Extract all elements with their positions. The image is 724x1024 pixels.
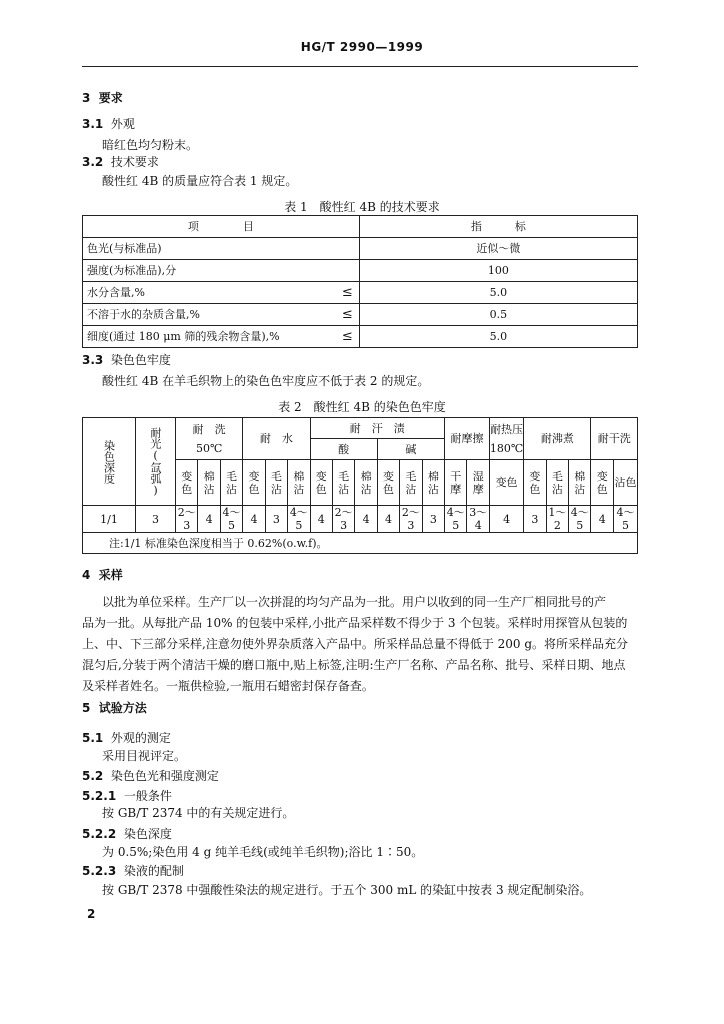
table-header-row — [83, 418, 638, 439]
section-3-3-text: 酸性红 4B 在羊毛织物上的染色色牢度应不低于表 2 的规定。 — [102, 374, 430, 388]
section-title: 染色深度 — [123, 827, 172, 841]
row-symbol: ≤ — [329, 304, 359, 326]
row-value: 近似～微 — [359, 238, 637, 260]
cell: 4 — [591, 506, 613, 533]
row-item: 强度(为标准品),分 — [83, 260, 329, 282]
section-number: 4 — [82, 568, 91, 582]
section-5-2-heading — [82, 769, 219, 783]
section-5-2-3-heading — [82, 864, 184, 878]
sub-header: 干摩 — [445, 460, 467, 506]
section-title: 染色色牢度 — [110, 353, 171, 367]
section-number: 3.1 — [82, 117, 104, 131]
sub-header: 变色 — [176, 460, 198, 506]
cell: 3 — [524, 506, 546, 533]
section-3-1-heading — [82, 117, 135, 131]
page-header: HG/T 2990—1999 — [300, 40, 424, 54]
table-row — [83, 304, 638, 326]
row-item: 色光(与标准品) — [83, 238, 329, 260]
section-title: 技术要求 — [110, 155, 159, 169]
section-number: 5.1 — [82, 731, 104, 745]
section-number: 5.2.2 — [82, 827, 117, 841]
section-4-line: 上、中、下三部分采样,注意勿使外界杂质落入产品中。所采样品总量不得低于 200 g。将所采样品充分 — [82, 637, 629, 651]
sub-header: 毛沾 — [265, 460, 287, 506]
cell: 4 — [377, 506, 399, 533]
table-1 — [82, 215, 638, 348]
section-5-heading — [82, 701, 147, 715]
cell: 4 — [310, 506, 332, 533]
column-header-rub: 耐摩擦 — [445, 418, 490, 460]
section-number: 3.3 — [82, 353, 104, 367]
table-row — [83, 506, 638, 533]
row-value: 5.0 — [359, 326, 637, 348]
column-header-depth — [83, 418, 136, 506]
section-number: 3.2 — [82, 155, 104, 169]
section-title: 染色色光和强度测定 — [110, 769, 219, 783]
column-header-heat — [489, 418, 523, 460]
sub-header: 湿摩 — [467, 460, 489, 506]
cell: 4～5 — [220, 506, 242, 533]
section-4-heading — [82, 568, 123, 582]
sub-header: 毛沾 — [332, 460, 354, 506]
cell: 1～2 — [546, 506, 568, 533]
row-symbol: ≤ — [329, 282, 359, 304]
row-value: 0.5 — [359, 304, 637, 326]
section-5-2-1-heading — [82, 789, 172, 803]
section-number: 5.2 — [82, 769, 104, 783]
sub-header: 棉沾 — [422, 460, 444, 506]
section-4-line: 品为一批。从每批产品 10% 的包装中采样,小批产品采样数不得少于 3 个包装。采样时用探管从包装的 — [82, 616, 628, 630]
row-symbol — [329, 260, 359, 282]
section-3-2-text: 酸性红 4B 的质量应符合表 1 规定。 — [102, 174, 298, 188]
row-item: 不溶于水的杂质含量,% — [83, 304, 329, 326]
sub-header: 棉沾 — [288, 460, 310, 506]
table-row — [83, 282, 638, 304]
section-3-2-heading — [82, 155, 159, 169]
wash-temp: 50℃ — [195, 441, 223, 455]
sub-header: 棉沾 — [355, 460, 377, 506]
sub-header: 变色 — [524, 460, 546, 506]
table-note-row — [83, 533, 638, 554]
table-row — [83, 260, 638, 282]
sub-header: 变色 — [310, 460, 332, 506]
section-5-1-text: 采用目视评定。 — [102, 749, 187, 763]
section-5-1-heading — [82, 731, 171, 745]
cell: 4～5 — [288, 506, 310, 533]
cell: 3 — [265, 506, 287, 533]
section-title: 试验方法 — [98, 701, 147, 715]
cell: 2～3 — [332, 506, 354, 533]
sub-header: 毛沾 — [400, 460, 422, 506]
table-row — [83, 326, 638, 348]
cell: 4 — [355, 506, 377, 533]
cell: 4 — [198, 506, 220, 533]
page-number: 2 — [87, 907, 96, 921]
section-5-2-2-heading — [82, 827, 172, 841]
cell: 2～3 — [176, 506, 198, 533]
table-2-caption: 表 2 酸性红 4B 的染色色牢度 — [278, 400, 446, 414]
cell: 3～4 — [467, 506, 489, 533]
cell: 4 — [243, 506, 265, 533]
table-note: 注:1/1 标准染色深度相当于 0.62%(o.w.f)。 — [83, 533, 638, 554]
column-header-dry: 耐干洗 — [591, 418, 638, 460]
row-value: 5.0 — [359, 282, 637, 304]
wash-label: 耐 洗 — [192, 422, 226, 436]
sub-header: 棉沾 — [198, 460, 220, 506]
column-header-wash — [176, 418, 243, 460]
sub-header: 棉沾 — [569, 460, 591, 506]
section-title: 一般条件 — [123, 789, 172, 803]
sub-header: 变色 — [489, 460, 523, 506]
cell: 4～5 — [613, 506, 637, 533]
column-header-light — [136, 418, 176, 506]
column-header-sweat: 耐 汗 渍 — [310, 418, 445, 439]
section-number: 5.2.1 — [82, 789, 117, 803]
row-item: 水分含量,% — [83, 282, 329, 304]
section-number: 5 — [82, 701, 91, 715]
column-header-water: 耐 水 — [243, 418, 310, 460]
sub-header: 沾色 — [613, 460, 637, 506]
section-title: 外观的测定 — [110, 731, 171, 745]
section-3-1-text: 暗红色均匀粉末。 — [102, 138, 199, 152]
cell: 4～5 — [569, 506, 591, 533]
table-header-row — [83, 216, 638, 238]
row-item: 细度(通过 180 μm 筛的残余物含量),% — [83, 326, 329, 348]
sub-header: 毛沾 — [220, 460, 242, 506]
sub-header: 变色 — [377, 460, 399, 506]
section-title: 外观 — [110, 117, 135, 131]
cell: 4～5 — [445, 506, 467, 533]
heat-label: 耐热压 — [490, 422, 524, 436]
row-symbol — [329, 238, 359, 260]
cell: 3 — [422, 506, 444, 533]
section-number: 5.2.3 — [82, 864, 117, 878]
section-4-line: 混匀后,分装于两个清洁干燥的磨口瓶中,贴上标签,注明:生产厂名称、产品名称、批号、采样日期、地点 — [82, 658, 626, 672]
section-5-2-1-text: 按 GB/T 2374 中的有关规定进行。 — [102, 806, 295, 820]
table-2 — [82, 417, 638, 554]
section-3-3-heading — [82, 353, 171, 367]
section-4-line: 及采样者姓名。一瓶供检验,一瓶用石蜡密封保存备查。 — [82, 679, 374, 693]
section-4-line: 以批为单位采样。生产厂以一次拼混的均匀产品为一批。用户以收到的同一生产厂相同批号的产 — [102, 595, 607, 609]
sub-header: 毛沾 — [546, 460, 568, 506]
cell: 1/1 — [83, 506, 136, 533]
column-header-light-label: 耐光(氙弧) — [149, 426, 162, 497]
table-row — [83, 238, 638, 260]
table-1-caption: 表 1 酸性红 4B 的技术要求 — [284, 200, 440, 214]
column-header-depth-label: 染色深度 — [102, 439, 116, 484]
sub-header: 变色 — [591, 460, 613, 506]
section-5-2-2-text: 为 0.5%;染色用 4 g 纯羊毛线(或纯羊毛织物);浴比 1∶50。 — [102, 845, 424, 859]
column-header-boil: 耐沸煮 — [524, 418, 591, 460]
section-5-2-3-text: 按 GB/T 2378 中强酸性染法的规定进行。于五个 300 mL 的染缸中按表 3 规定配制染浴。 — [102, 883, 592, 897]
section-title: 要求 — [98, 91, 123, 105]
row-symbol: ≤ — [329, 326, 359, 348]
section-title: 采样 — [98, 568, 123, 582]
section-number: 3 — [82, 91, 91, 105]
header-rule — [82, 66, 638, 67]
cell: 3 — [136, 506, 176, 533]
column-header-value: 指 标 — [359, 216, 637, 238]
cell: 4 — [489, 506, 523, 533]
sub-header: 变色 — [243, 460, 265, 506]
heat-temp: 180℃ — [489, 441, 524, 455]
column-header-alkali: 碱 — [377, 439, 444, 460]
cell: 2～3 — [400, 506, 422, 533]
column-header-acid: 酸 — [310, 439, 377, 460]
row-value: 100 — [359, 260, 637, 282]
section-3-heading — [82, 91, 123, 105]
section-title: 染液的配制 — [123, 864, 184, 878]
column-header-item: 项 目 — [83, 216, 360, 238]
